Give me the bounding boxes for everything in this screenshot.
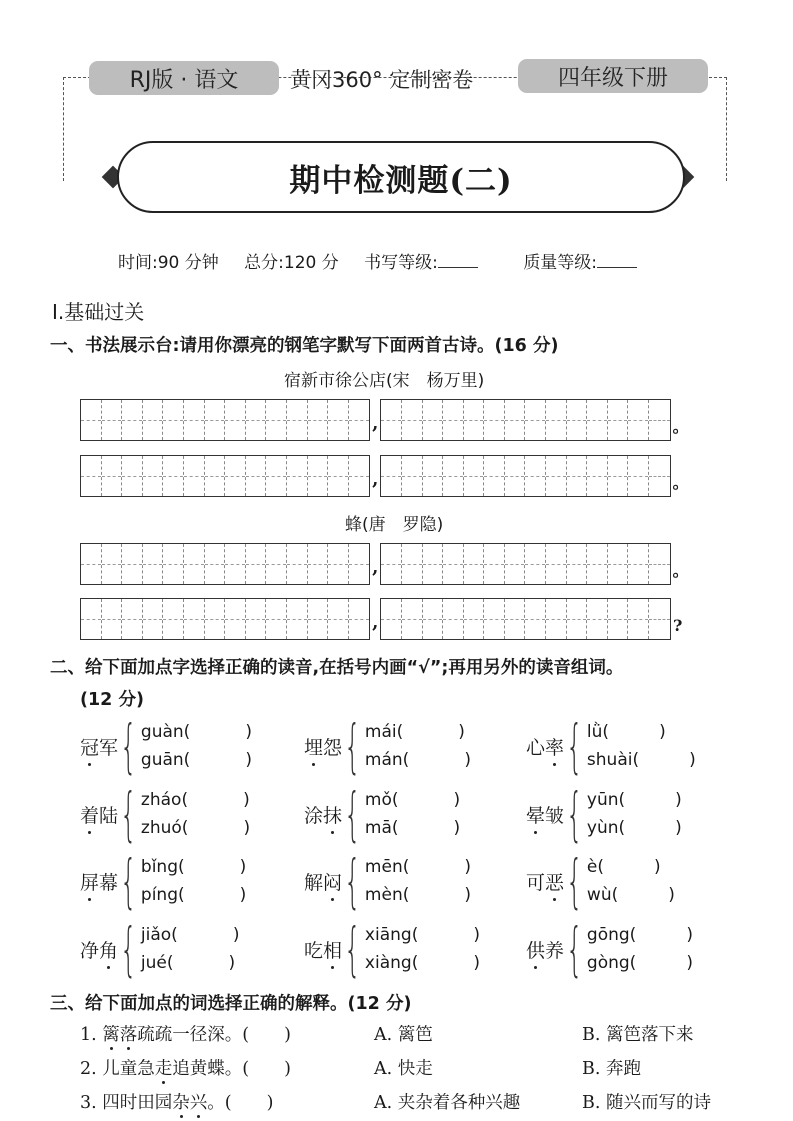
- writing-cell[interactable]: [205, 599, 226, 639]
- writing-cell[interactable]: [184, 400, 205, 440]
- writing-cell[interactable]: [143, 599, 164, 639]
- writing-cell[interactable]: [587, 456, 608, 496]
- emphasis-dot: [534, 966, 537, 969]
- writing-cell[interactable]: [308, 599, 329, 639]
- emphasis-dot: [331, 831, 334, 834]
- emphasis-dot: [107, 966, 110, 969]
- writing-cell[interactable]: [246, 400, 267, 440]
- brace-icon: {: [344, 847, 361, 915]
- pinyin-option[interactable]: mèn( ): [364, 885, 471, 905]
- pinyin-option[interactable]: guān( ): [140, 750, 252, 770]
- time-limit: 时间:90 分钟: [118, 253, 219, 273]
- end-punctuation: 。: [672, 417, 689, 436]
- sentence-stem[interactable]: 2. 儿童急走追黄蝶。( ): [80, 1059, 291, 1079]
- writing-cell[interactable]: [246, 599, 267, 639]
- pinyin-item: [80, 847, 247, 915]
- writing-cell[interactable]: [608, 456, 629, 496]
- option-b[interactable]: B. 奔跑: [582, 1059, 641, 1079]
- writing-cells[interactable]: [80, 598, 370, 640]
- writing-cell[interactable]: [205, 456, 226, 496]
- emphasis-dot: [331, 898, 334, 901]
- writing-cell[interactable]: [484, 599, 505, 639]
- writing-cell[interactable]: [143, 456, 164, 496]
- option-b[interactable]: B. 篱笆落下来: [582, 1025, 694, 1045]
- writing-cell[interactable]: [381, 544, 402, 584]
- writing-cell[interactable]: [122, 456, 143, 496]
- pinyin-option[interactable]: jué( ): [140, 953, 236, 973]
- writing-cell[interactable]: [423, 544, 444, 584]
- writing-cell[interactable]: [443, 456, 464, 496]
- writing-cell[interactable]: [628, 400, 649, 440]
- dotted-word: 心率: [526, 733, 564, 760]
- writing-cells[interactable]: [80, 543, 370, 585]
- edition-pill: RJ版 · 语文: [89, 61, 279, 95]
- poem-1-title: 宿新市徐公店(宋 杨万里): [284, 371, 485, 391]
- writing-cells[interactable]: [80, 455, 370, 497]
- writing-cell[interactable]: [81, 599, 102, 639]
- writing-cell[interactable]: [423, 400, 444, 440]
- writing-cell[interactable]: [464, 456, 485, 496]
- emphasis-dot: [331, 966, 334, 969]
- pinyin-option[interactable]: guàn( ): [140, 722, 252, 742]
- emphasis-dot: [534, 831, 537, 834]
- emphasis-dot: [88, 831, 91, 834]
- dotted-word: 吃相: [304, 936, 342, 963]
- writing-cell[interactable]: [567, 456, 588, 496]
- writing-cell[interactable]: [484, 400, 505, 440]
- pinyin-item: [80, 712, 252, 780]
- writing-cell[interactable]: [266, 544, 287, 584]
- brace-icon: {: [566, 915, 583, 983]
- brace-icon: {: [120, 780, 137, 848]
- quality-grade: 质量等级:: [523, 253, 657, 273]
- writing-cell[interactable]: [328, 599, 349, 639]
- writing-cell[interactable]: [505, 544, 526, 584]
- brace-icon: {: [344, 780, 361, 848]
- writing-cell[interactable]: [381, 599, 402, 639]
- comma-mark: ,: [372, 557, 379, 578]
- writing-cells[interactable]: [380, 543, 670, 585]
- dotted-word: 净角: [80, 936, 118, 963]
- title-banner: [117, 141, 685, 213]
- writing-grid-row[interactable]: [80, 543, 689, 585]
- option-a[interactable]: A. 夹杂着各种兴趣: [374, 1093, 521, 1113]
- writing-cell[interactable]: [308, 544, 329, 584]
- writing-cell[interactable]: [266, 456, 287, 496]
- writing-cell[interactable]: [246, 544, 267, 584]
- writing-cell[interactable]: [349, 456, 370, 496]
- comma-mark: ,: [372, 612, 379, 633]
- question-2-score: (12 分): [80, 690, 144, 710]
- writing-cell[interactable]: [102, 599, 123, 639]
- sentence-stem[interactable]: 1. 篱落疏疏一径深。( ): [80, 1025, 291, 1045]
- brace-icon: {: [566, 780, 583, 848]
- writing-cell[interactable]: [402, 544, 423, 584]
- exam-info: [118, 248, 677, 273]
- writing-cell[interactable]: [381, 456, 402, 496]
- pinyin-option[interactable]: shuài( ): [586, 750, 696, 770]
- writing-grid-row[interactable]: [80, 598, 683, 640]
- pinyin-item: [80, 780, 251, 848]
- writing-cell[interactable]: [525, 456, 546, 496]
- end-punctuation: 。: [672, 473, 689, 492]
- writing-cell[interactable]: [287, 456, 308, 496]
- writing-cell[interactable]: [205, 400, 226, 440]
- writing-cell[interactable]: [567, 544, 588, 584]
- writing-cell[interactable]: [81, 456, 102, 496]
- writing-cell[interactable]: [381, 400, 402, 440]
- sentence-stem[interactable]: 3. 四时田园杂兴。( ): [80, 1093, 274, 1113]
- writing-cell[interactable]: [649, 456, 670, 496]
- writing-cell[interactable]: [608, 400, 629, 440]
- question-2-title: 二、给下面加点字选择正确的读音,在括号内画“√”;再用另外的读音组词。: [50, 658, 624, 678]
- dotted-word: 屏幕: [80, 868, 118, 895]
- writing-grade: 书写等级:: [364, 253, 498, 273]
- end-punctuation: ?: [672, 616, 683, 635]
- comma-mark: ,: [372, 469, 379, 490]
- brace-icon: {: [566, 712, 583, 780]
- writing-cell[interactable]: [505, 400, 526, 440]
- writing-cell[interactable]: [464, 400, 485, 440]
- dotted-word: 涂抹: [304, 801, 342, 828]
- writing-cell[interactable]: [163, 456, 184, 496]
- pinyin-option[interactable]: mán( ): [364, 750, 471, 770]
- writing-cell[interactable]: [225, 456, 246, 496]
- writing-cell[interactable]: [525, 599, 546, 639]
- writing-cell[interactable]: [567, 599, 588, 639]
- pinyin-option[interactable]: zháo( ): [140, 790, 250, 810]
- pinyin-option[interactable]: píng( ): [140, 885, 247, 905]
- emphasis-dot: [312, 763, 315, 766]
- writing-cell[interactable]: [628, 599, 649, 639]
- writing-cell[interactable]: [349, 400, 370, 440]
- pinyin-option[interactable]: yūn( ): [586, 790, 682, 810]
- writing-cells[interactable]: [80, 399, 370, 441]
- pinyin-option[interactable]: zhuó( ): [140, 818, 251, 838]
- writing-cell[interactable]: [505, 599, 526, 639]
- writing-cell[interactable]: [608, 544, 629, 584]
- pinyin-option[interactable]: wù( ): [586, 885, 675, 905]
- writing-cell[interactable]: [287, 400, 308, 440]
- pinyin-item: [526, 847, 675, 915]
- pinyin-option[interactable]: gòng( ): [586, 953, 693, 973]
- writing-cell[interactable]: [443, 544, 464, 584]
- writing-cell[interactable]: [423, 456, 444, 496]
- poem-2-title: 蜂(唐 罗隐): [345, 515, 444, 535]
- pinyin-item: [304, 915, 480, 983]
- writing-cell[interactable]: [546, 400, 567, 440]
- writing-cell[interactable]: [464, 544, 485, 584]
- writing-cell[interactable]: [184, 599, 205, 639]
- writing-cell[interactable]: [184, 456, 205, 496]
- writing-cell[interactable]: [225, 544, 246, 584]
- writing-cell[interactable]: [122, 544, 143, 584]
- pinyin-item: [526, 780, 682, 848]
- writing-cell[interactable]: [225, 400, 246, 440]
- pinyin-option[interactable]: è( ): [586, 857, 661, 877]
- pinyin-option[interactable]: bǐng( ): [140, 857, 247, 877]
- writing-cell[interactable]: [649, 599, 670, 639]
- brace-icon: {: [344, 915, 361, 983]
- pinyin-option[interactable]: mā( ): [364, 818, 461, 838]
- writing-cell[interactable]: [328, 456, 349, 496]
- brace-icon: {: [566, 847, 583, 915]
- writing-cell[interactable]: [608, 599, 629, 639]
- writing-cell[interactable]: [423, 599, 444, 639]
- brace-icon: {: [344, 712, 361, 780]
- dotted-word: 晕皱: [526, 801, 564, 828]
- emphasis-dot: [553, 898, 556, 901]
- writing-grid-row[interactable]: [80, 399, 689, 441]
- writing-cell[interactable]: [163, 400, 184, 440]
- writing-cell[interactable]: [122, 599, 143, 639]
- writing-cell[interactable]: [546, 599, 567, 639]
- writing-cell[interactable]: [102, 400, 123, 440]
- dotted-word: 冠军: [80, 733, 118, 760]
- question-3-title: 三、给下面加点的词选择正确的解释。(12 分): [50, 994, 412, 1014]
- writing-cell[interactable]: [587, 599, 608, 639]
- writing-cell[interactable]: [587, 400, 608, 440]
- pinyin-option[interactable]: xiàng( ): [364, 953, 480, 973]
- writing-cell[interactable]: [484, 456, 505, 496]
- pinyin-option[interactable]: yùn( ): [586, 818, 682, 838]
- series-title: 黄冈360° 定制密卷: [290, 68, 474, 92]
- pinyin-option[interactable]: mǒ( ): [364, 790, 461, 810]
- writing-cell[interactable]: [402, 400, 423, 440]
- writing-cell[interactable]: [628, 544, 649, 584]
- writing-cell[interactable]: [102, 544, 123, 584]
- pinyin-item: [304, 780, 461, 848]
- pinyin-item: [304, 712, 471, 780]
- pinyin-item: [304, 847, 471, 915]
- writing-cell[interactable]: [402, 599, 423, 639]
- writing-cell[interactable]: [287, 599, 308, 639]
- emphasis-dot: [88, 763, 91, 766]
- writing-cell[interactable]: [328, 544, 349, 584]
- pinyin-option[interactable]: xiāng( ): [364, 925, 480, 945]
- dotted-word: 解闷: [304, 868, 342, 895]
- writing-cell[interactable]: [266, 599, 287, 639]
- dotted-word: 着陆: [80, 801, 118, 828]
- end-punctuation: 。: [672, 561, 689, 580]
- option-a[interactable]: A. 快走: [374, 1059, 433, 1079]
- writing-cell[interactable]: [349, 544, 370, 584]
- pinyin-item: [526, 915, 693, 983]
- option-b[interactable]: B. 随兴而写的诗: [582, 1093, 711, 1113]
- writing-cell[interactable]: [102, 456, 123, 496]
- writing-cell[interactable]: [184, 544, 205, 584]
- pinyin-option[interactable]: mái( ): [364, 722, 465, 742]
- emphasis-dot: [88, 898, 91, 901]
- writing-cell[interactable]: [328, 400, 349, 440]
- writing-grid-row[interactable]: [80, 455, 689, 497]
- writing-cell[interactable]: [649, 400, 670, 440]
- dotted-word: 埋怨: [304, 733, 342, 760]
- pinyin-option[interactable]: mēn( ): [364, 857, 471, 877]
- writing-cell[interactable]: [546, 456, 567, 496]
- writing-cell[interactable]: [225, 599, 246, 639]
- total-score: 总分:120 分: [244, 253, 339, 273]
- writing-cell[interactable]: [484, 544, 505, 584]
- writing-cell[interactable]: [649, 544, 670, 584]
- writing-cell[interactable]: [287, 544, 308, 584]
- writing-cell[interactable]: [308, 400, 329, 440]
- writing-cell[interactable]: [81, 544, 102, 584]
- page-title: 期中检测题(二): [289, 162, 513, 199]
- dotted-word: 供养: [526, 936, 564, 963]
- writing-cells[interactable]: [380, 455, 670, 497]
- option-a[interactable]: A. 篱笆: [374, 1025, 433, 1045]
- writing-cell[interactable]: [464, 599, 485, 639]
- writing-cell[interactable]: [143, 400, 164, 440]
- pinyin-item: [526, 712, 696, 780]
- writing-cell[interactable]: [567, 400, 588, 440]
- writing-cells[interactable]: [380, 598, 670, 640]
- writing-cell[interactable]: [349, 599, 370, 639]
- writing-cell[interactable]: [163, 544, 184, 584]
- brace-icon: {: [120, 847, 137, 915]
- writing-cell[interactable]: [308, 456, 329, 496]
- writing-cell[interactable]: [122, 400, 143, 440]
- writing-cell[interactable]: [628, 456, 649, 496]
- writing-cell[interactable]: [525, 400, 546, 440]
- writing-cells[interactable]: [380, 399, 670, 441]
- writing-cell[interactable]: [143, 544, 164, 584]
- writing-cell[interactable]: [443, 400, 464, 440]
- brace-icon: {: [120, 915, 137, 983]
- writing-cell[interactable]: [205, 544, 226, 584]
- grade-pill: 四年级下册: [518, 59, 708, 93]
- writing-cell[interactable]: [163, 599, 184, 639]
- section-heading: Ⅰ.基础过关: [52, 300, 145, 324]
- writing-cell[interactable]: [443, 599, 464, 639]
- pinyin-option[interactable]: jiǎo( ): [140, 925, 240, 945]
- emphasis-dot: [553, 763, 556, 766]
- comma-mark: ,: [372, 413, 379, 434]
- writing-cell[interactable]: [546, 544, 567, 584]
- dotted-word: 可恶: [526, 868, 564, 895]
- writing-cell[interactable]: [246, 456, 267, 496]
- writing-cell[interactable]: [402, 456, 423, 496]
- writing-cell[interactable]: [81, 400, 102, 440]
- writing-cell[interactable]: [266, 400, 287, 440]
- pinyin-option[interactable]: gōng( ): [586, 925, 693, 945]
- question-1-title: 一、书法展示台:请用你漂亮的钢笔字默写下面两首古诗。(16 分): [50, 336, 559, 356]
- pinyin-item: [80, 915, 240, 983]
- writing-cell[interactable]: [587, 544, 608, 584]
- pinyin-option[interactable]: lǜ( ): [586, 722, 666, 742]
- brace-icon: {: [120, 712, 137, 780]
- writing-cell[interactable]: [525, 544, 546, 584]
- writing-cell[interactable]: [505, 456, 526, 496]
